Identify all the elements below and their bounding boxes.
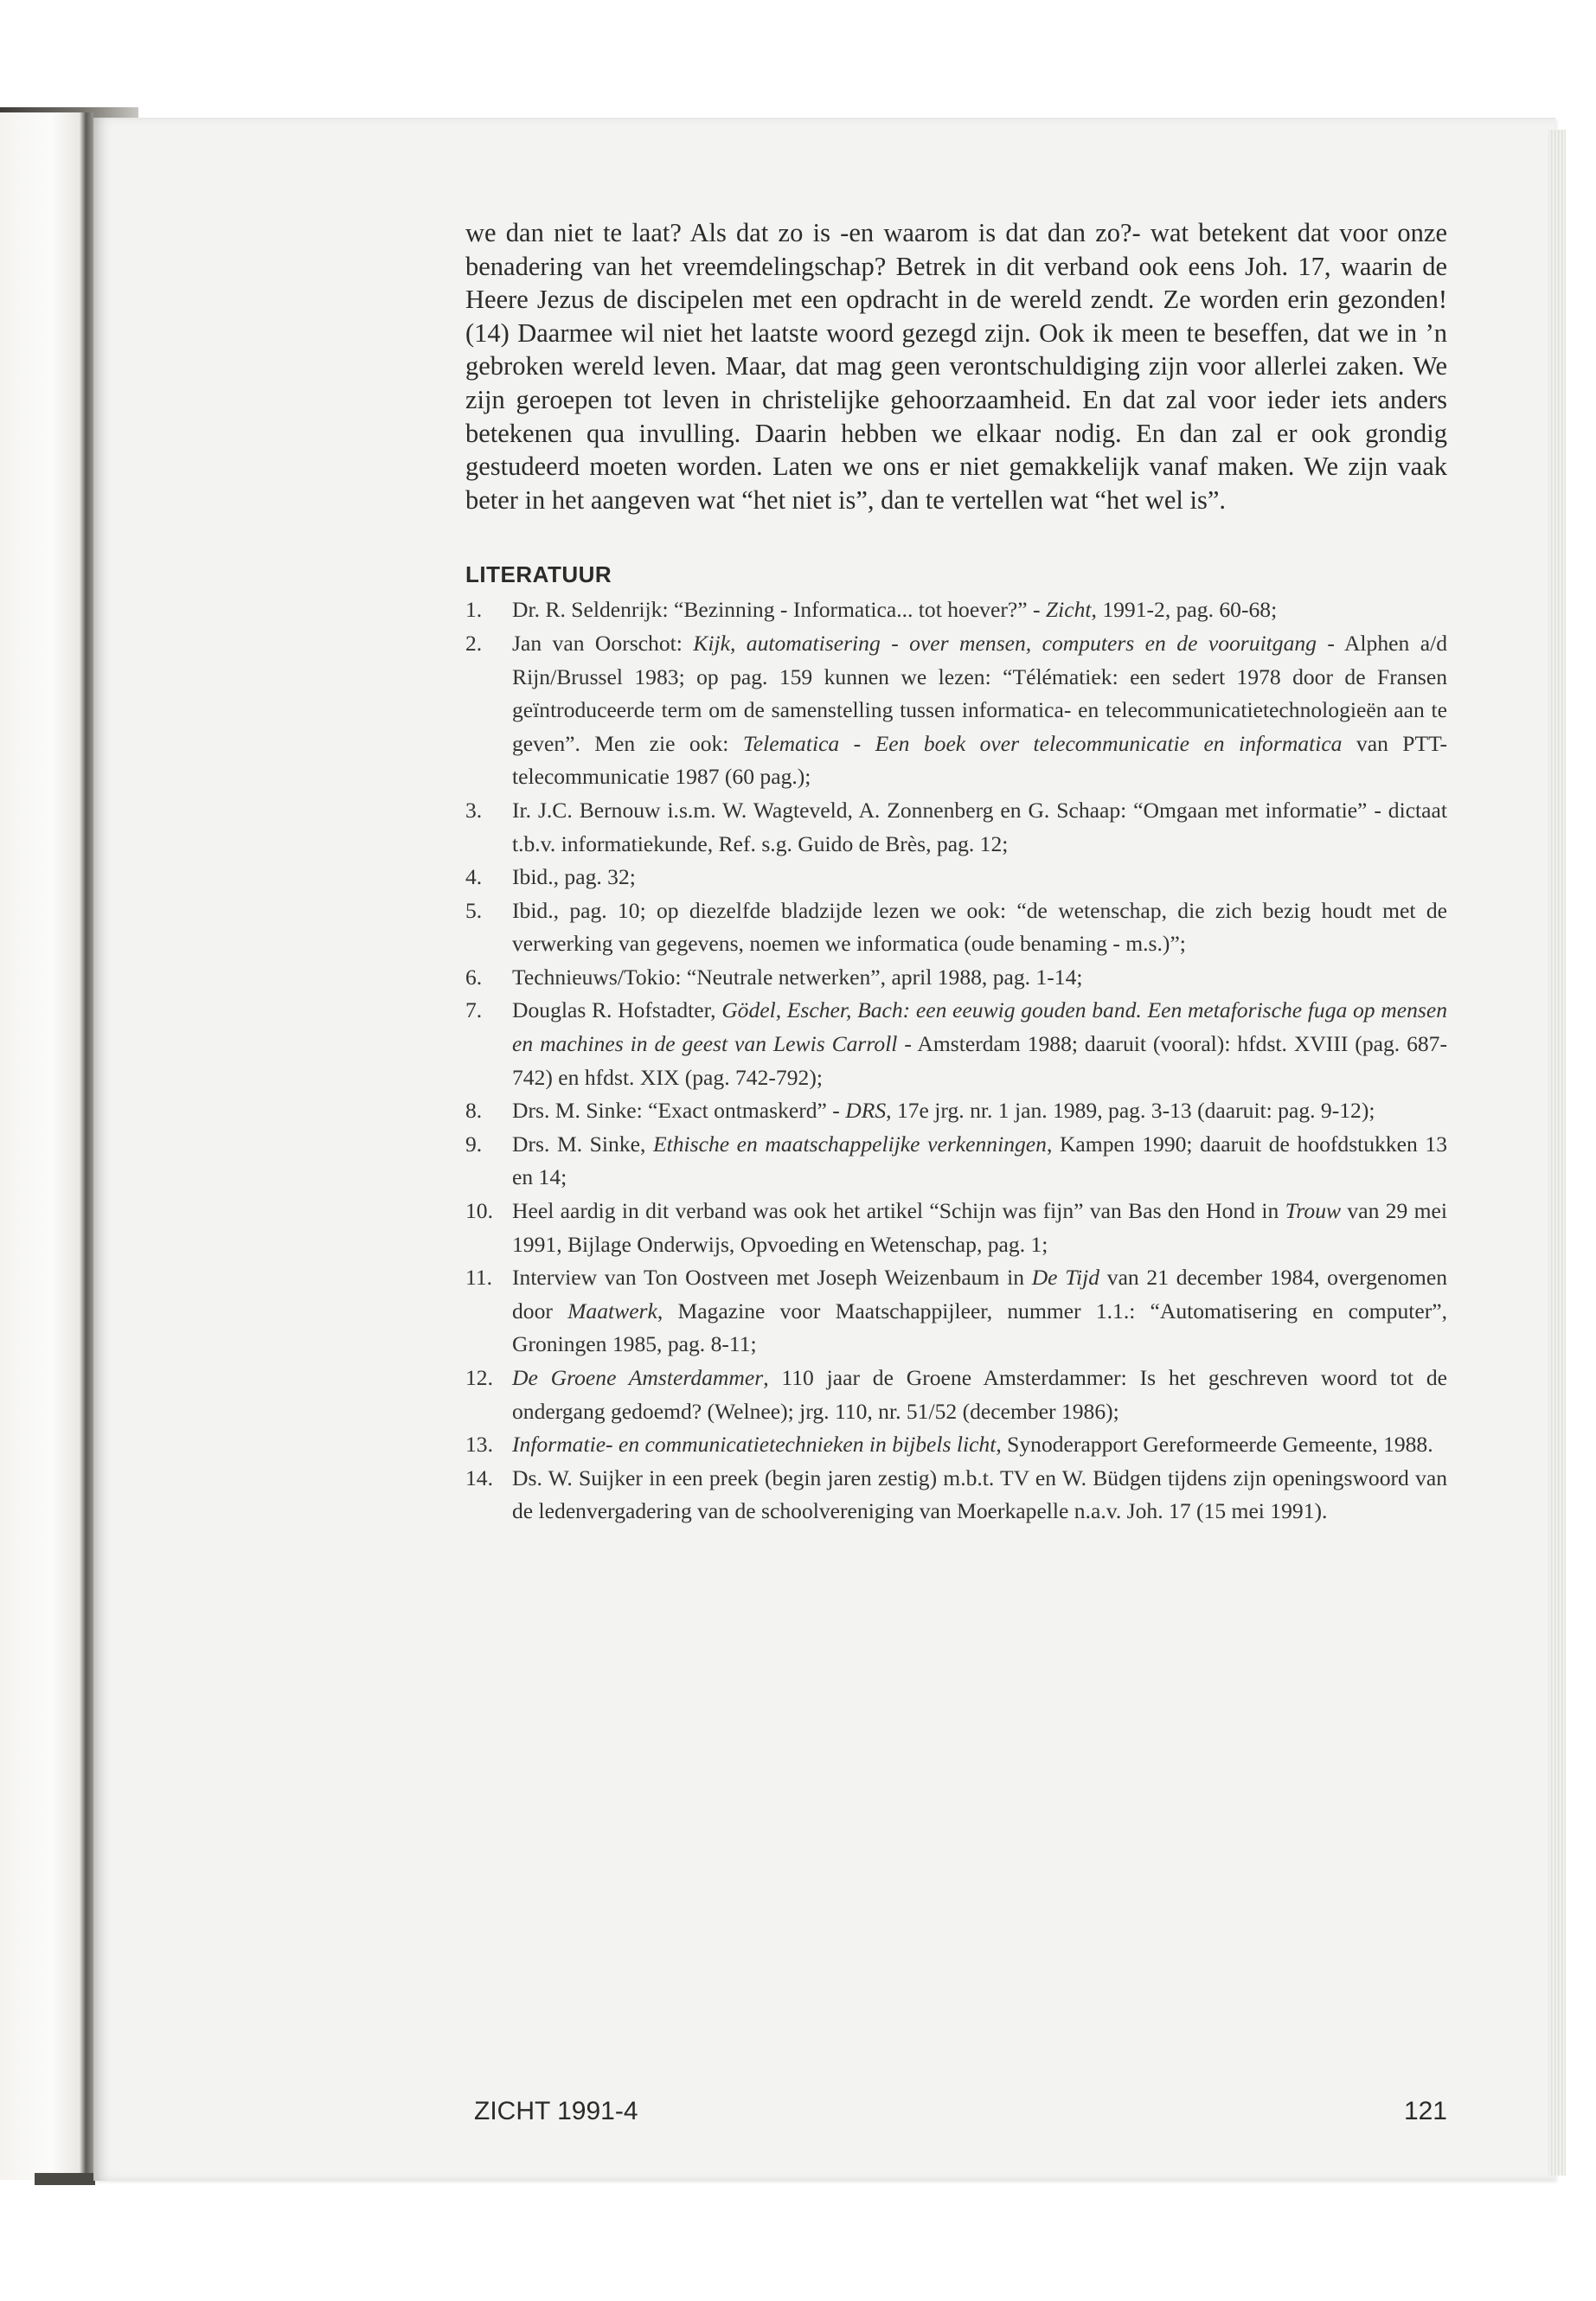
reference-title: Ethische en maatschappelijke verkenningen bbox=[652, 1131, 1047, 1157]
book-binding bbox=[0, 112, 93, 2180]
reference-title: Kijk, automatisering - over mensen, computers en de vooruitgang bbox=[693, 630, 1317, 656]
reference-title: Gödel, Escher, Bach: een eeuwig gouden band. Een metaforische fuga op mensen en machines in de geest van Lewis Carroll bbox=[512, 997, 1448, 1057]
reference-segment: van 29 mei 1991, Bijlage Onderwijs, Opvoeding en Wetenschap, pag. 1; bbox=[512, 1198, 1447, 1257]
reference-segment: , 110 jaar de Groene Amsterdammer: Is het geschreven woord tot de ondergang gedoemd? (Welnee); jrg. 110, nr. 51/52 (december 1986); bbox=[512, 1365, 1447, 1424]
reference-segment: Dr. R. Seldenrijk: “Bezinning - Informatica... tot hoever?” - bbox=[512, 597, 1046, 623]
reference-item bbox=[465, 894, 1447, 961]
reference-segment: van 21 december 1984, overgenomen door bbox=[512, 1265, 1447, 1324]
reference-item bbox=[465, 1195, 1447, 1261]
reference-segment: van PTT-telecommunicatie 1987 (60 pag.); bbox=[512, 730, 1447, 790]
reference-segment: , 1991-2, pag. 60-68; bbox=[1091, 597, 1278, 623]
reference-number: 11. bbox=[465, 1265, 493, 1291]
reference-item bbox=[465, 1094, 1447, 1128]
reference-segment: Ibid., pag. 32; bbox=[512, 864, 636, 890]
reference-text bbox=[512, 1198, 1447, 1257]
reference-number: 1. bbox=[465, 597, 483, 623]
page-footer bbox=[474, 2097, 1447, 2131]
reference-segment: Douglas R. Hofstadter, bbox=[512, 997, 722, 1023]
reference-title: Informatie- en communicatietechnieken in bijbels licht bbox=[512, 1432, 997, 1458]
reference-text bbox=[512, 1098, 1375, 1123]
reference-text bbox=[512, 1365, 1447, 1424]
reference-segment: Ibid., pag. 10; op diezelfde bladzijde lezen we ook: “de wetenschap, die zich bezig houdt met de verwerking van gegevens, noemen we informatica (oude benaming - m.s.)”; bbox=[512, 897, 1447, 957]
reference-text bbox=[512, 997, 1447, 1089]
reference-text bbox=[512, 1432, 1433, 1457]
reference-title: De Groene Amsterdammer bbox=[512, 1365, 764, 1390]
reference-title: Zicht bbox=[1045, 597, 1092, 623]
reference-text bbox=[512, 1265, 1447, 1356]
reference-text bbox=[512, 898, 1447, 957]
reference-item bbox=[465, 1362, 1447, 1428]
reference-title: De Tijd bbox=[1031, 1265, 1100, 1291]
reference-title: Trouw bbox=[1285, 1198, 1342, 1224]
reference-number: 13. bbox=[465, 1432, 493, 1458]
reference-number: 4. bbox=[465, 864, 483, 890]
reference-text bbox=[512, 1465, 1447, 1524]
reference-title: Maatwerk bbox=[567, 1298, 657, 1324]
reference-segment: - Alphen a/d Rijn/Brussel 1983; op pag. 159 kunnen we lezen: “Télématiek: een sedert 1978 door de Fransen geïntroduceerde term om de samenstelling tussen informatica- en telecommunicatietechnologieën aan te geven”. Men zie ook: bbox=[512, 630, 1447, 756]
reference-segment: Interview van Ton Oostveen met Joseph Weizenbaum in bbox=[512, 1265, 1032, 1291]
reference-segment: , 17e jrg. nr. 1 jan. 1989, pag. 3-13 (daaruit: pag. 9-12); bbox=[886, 1098, 1375, 1124]
reference-segment: Ds. W. Suijker in een preek (begin jaren zestig) m.b.t. TV en W. Büdgen tijdens zijn openingswoord van de ledenvergadering van de schoolvereniging van Moerkapelle n.a.v. Joh. 17 (15 mei 1991). bbox=[512, 1465, 1447, 1524]
reference-item bbox=[465, 961, 1447, 995]
reference-number: 8. bbox=[465, 1098, 483, 1124]
body-paragraph: we dan niet te laat? Als dat zo is -en waarom is dat dan zo?- wat betekent dat voor onze benadering van het vreemdelingschap? Betrek in dit verband ook eens Joh. 17, waarin de Heere Jezus de discipelen met een opdracht in de wereld zendt. Ze worden erin gezonden! (14) Daarmee wil niet het laatste woord gezegd zijn. Ook ik meen te beseffen, dat we in ’n gebroken wereld leven. Maar, dat mag geen verontschuldiging zijn voor allerlei zaken. We zijn geroepen tot leven in christelijke gehoorzaamheid. En dat zal voor ieder iets anders betekenen qua invulling. Daarin hebben we elkaar nodig. En dan zal er ook grondig gestudeerd moeten worden. Laten we ons er niet gemakkelijk vanaf maken. We zijn vaak beter in het aangeven wat “het niet is”, dan te vertellen wat “het wel is”. bbox=[465, 218, 1447, 515]
reference-text bbox=[512, 864, 636, 889]
reference-segment: Drs. M. Sinke: “Exact ontmaskerd” - bbox=[512, 1098, 846, 1124]
reference-item bbox=[465, 1261, 1447, 1362]
reference-item bbox=[465, 593, 1447, 627]
reference-segment: Jan van Oorschot: bbox=[512, 630, 694, 656]
reference-segment: - Amsterdam 1988; daaruit (vooral): hfdst. XVIII (pag. 687-742) en hfdst. XIX (pag. 742-792); bbox=[512, 1031, 1447, 1090]
reference-segment: , Magazine voor Maatschappijleer, nummer 1.1.: “Automatisering en computer”, Groningen 1985, pag. 8-11; bbox=[512, 1298, 1448, 1357]
reference-list bbox=[465, 593, 1447, 1529]
reference-number: 7. bbox=[465, 997, 483, 1023]
page-content bbox=[465, 216, 1447, 1529]
reference-item bbox=[465, 627, 1447, 794]
reference-item bbox=[465, 1128, 1447, 1195]
reference-number: 3. bbox=[465, 797, 483, 823]
reference-item bbox=[465, 1428, 1447, 1462]
reference-segment: Heel aardig in dit verband was ook het artikel “Schijn was fijn” van Bas den Hond in bbox=[512, 1198, 1285, 1224]
reference-item bbox=[465, 994, 1447, 1094]
reference-number: 6. bbox=[465, 964, 483, 990]
reference-text bbox=[512, 798, 1447, 856]
reference-segment: Technieuws/Tokio: “Neutrale netwerken”, april 1988, pag. 1-14; bbox=[512, 964, 1083, 990]
reference-item bbox=[465, 861, 1447, 894]
reference-text bbox=[512, 965, 1083, 990]
reference-item bbox=[465, 1462, 1447, 1529]
page-number: 121 bbox=[1403, 2097, 1447, 2125]
reference-item bbox=[465, 794, 1447, 861]
reference-title: DRS bbox=[845, 1098, 887, 1124]
reference-segment: Drs. M. Sinke, bbox=[512, 1131, 653, 1157]
reference-number: 5. bbox=[465, 897, 483, 923]
reference-text bbox=[512, 1131, 1447, 1190]
reference-segment: , Synoderapport Gereformeerde Gemeente, 1988. bbox=[996, 1432, 1433, 1458]
literature-heading: LITERATUUR bbox=[465, 561, 612, 588]
reference-segment: , Kampen 1990; daaruit de hoofdstukken 13 en 14; bbox=[512, 1131, 1447, 1190]
page-stack-edge bbox=[1548, 130, 1566, 2176]
reference-number: 9. bbox=[465, 1131, 483, 1157]
reference-title: Telematica - Een boek over telecommunicatie en informatica bbox=[742, 730, 1343, 756]
reference-number: 12. bbox=[465, 1365, 493, 1390]
reference-number: 14. bbox=[465, 1465, 493, 1490]
reference-number: 10. bbox=[465, 1198, 493, 1224]
reference-segment: Ir. J.C. Bernouw i.s.m. W. Wagteveld, A. Zonnenberg en G. Schaap: “Omgaan met informatie” - dictaat t.b.v. informatiekunde, Ref. s.g. Guido de Brès, pag. 12; bbox=[512, 797, 1447, 856]
reference-text bbox=[512, 597, 1277, 622]
journal-issue: ZICHT 1991-4 bbox=[474, 2097, 638, 2125]
reference-number: 2. bbox=[465, 630, 483, 656]
reference-text bbox=[512, 631, 1447, 789]
binding-bottom-edge bbox=[35, 2173, 95, 2185]
